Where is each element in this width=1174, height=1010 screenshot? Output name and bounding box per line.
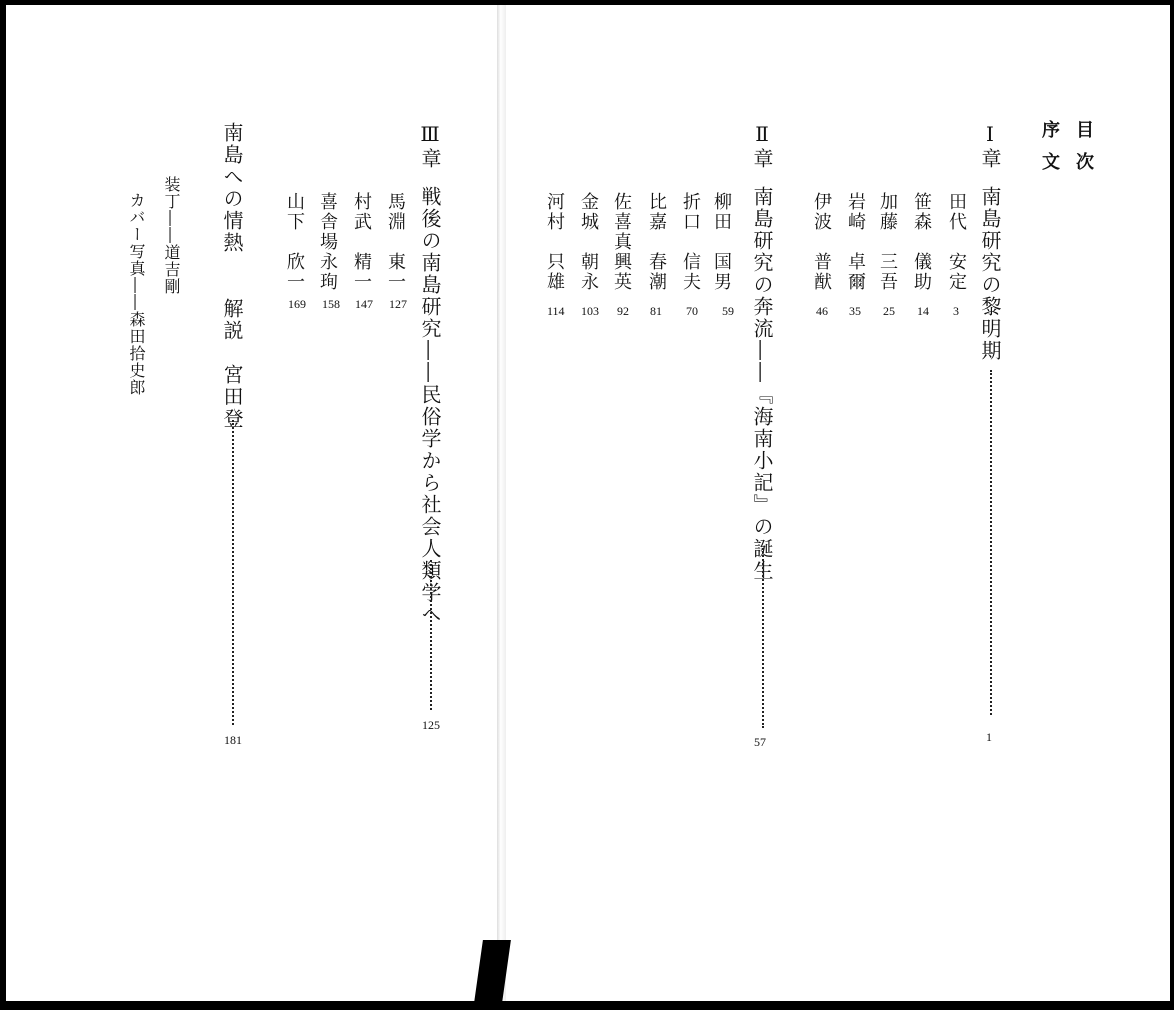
book-gutter bbox=[497, 5, 506, 1001]
chapter2-title[interactable]: 南島研究の奔流――『海南小記』の誕生 bbox=[750, 186, 774, 582]
afterword-leader bbox=[232, 420, 237, 725]
chapter2-entry-2-page: 70 bbox=[686, 304, 698, 318]
binding-credit: 装丁――道吉剛 bbox=[162, 176, 181, 295]
chapter2-entry-5[interactable]: 金城 朝永 bbox=[578, 192, 599, 292]
chapter3-page: 125 bbox=[422, 718, 440, 732]
chapter1-entry-5-page: 46 bbox=[816, 304, 828, 318]
chapter3-number: Ⅲ章 bbox=[418, 122, 442, 170]
chapter1-leader bbox=[990, 370, 995, 715]
chapter3-entry-1-page: 127 bbox=[389, 297, 407, 311]
chapter3-entry-1[interactable]: 馬淵 東一 bbox=[385, 192, 406, 292]
toc-heading: 目次 bbox=[1073, 120, 1094, 184]
chapter1-entry-1-page: 3 bbox=[953, 304, 959, 318]
chapter1-entry-3-page: 25 bbox=[883, 304, 895, 318]
chapter3-entry-3-page: 158 bbox=[322, 297, 340, 311]
chapter1-number: Ⅰ章 bbox=[978, 122, 1002, 170]
chapter1-entry-2[interactable]: 笹森 儀助 bbox=[911, 192, 932, 292]
chapter2-page: 57 bbox=[754, 735, 766, 749]
chapter2-entry-4-page: 92 bbox=[617, 304, 629, 318]
chapter2-entry-2[interactable]: 折口 信夫 bbox=[680, 192, 701, 292]
chapter3-entry-4-page: 169 bbox=[288, 297, 306, 311]
chapter1-page: 1 bbox=[986, 730, 992, 744]
chapter2-entry-1-page: 59 bbox=[722, 304, 734, 318]
afterword-title[interactable]: 南島への情熱 解説 宮田登 bbox=[220, 122, 244, 430]
chapter3-leader bbox=[430, 560, 435, 710]
afterword-page: 181 bbox=[224, 733, 242, 747]
right-page bbox=[506, 5, 1170, 1001]
chapter1-entry-2-page: 14 bbox=[917, 304, 929, 318]
chapter1-entry-3[interactable]: 加藤 三吾 bbox=[877, 192, 898, 292]
chapter3-entry-2[interactable]: 村武 精一 bbox=[351, 192, 372, 292]
chapter1-title[interactable]: 南島研究の黎明期 bbox=[978, 186, 1002, 362]
chapter2-entry-3[interactable]: 比嘉 春潮 bbox=[646, 192, 667, 292]
preface-entry[interactable]: 序文 bbox=[1039, 120, 1060, 184]
chapter3-title[interactable]: 戦後の南島研究――民俗学から社会人類学へ bbox=[418, 186, 442, 626]
chapter3-entry-2-page: 147 bbox=[355, 297, 373, 311]
cover-photo-credit: カバー写真――森田拾史郎 bbox=[127, 192, 146, 396]
chapter2-entry-1[interactable]: 柳田 国男 bbox=[711, 192, 732, 292]
chapter1-entry-4[interactable]: 岩崎 卓爾 bbox=[845, 192, 866, 292]
chapter2-number: Ⅱ章 bbox=[750, 122, 774, 170]
chapter1-entry-4-page: 35 bbox=[849, 304, 861, 318]
chapter2-entry-4[interactable]: 佐喜真興英 bbox=[611, 192, 632, 292]
chapter3-entry-3[interactable]: 喜舎場永珣 bbox=[317, 192, 338, 292]
chapter2-entry-3-page: 81 bbox=[650, 304, 662, 318]
chapter2-leader bbox=[762, 548, 767, 728]
chapter3-entry-4[interactable]: 山下 欣一 bbox=[284, 192, 305, 292]
chapter1-entry-1[interactable]: 田代 安定 bbox=[946, 192, 967, 292]
chapter2-entry-5-page: 103 bbox=[581, 304, 599, 318]
chapter1-entry-5[interactable]: 伊波 普猷 bbox=[811, 192, 832, 292]
chapter2-entry-6-page: 114 bbox=[547, 304, 565, 318]
chapter2-entry-6[interactable]: 河村 只雄 bbox=[544, 192, 565, 292]
